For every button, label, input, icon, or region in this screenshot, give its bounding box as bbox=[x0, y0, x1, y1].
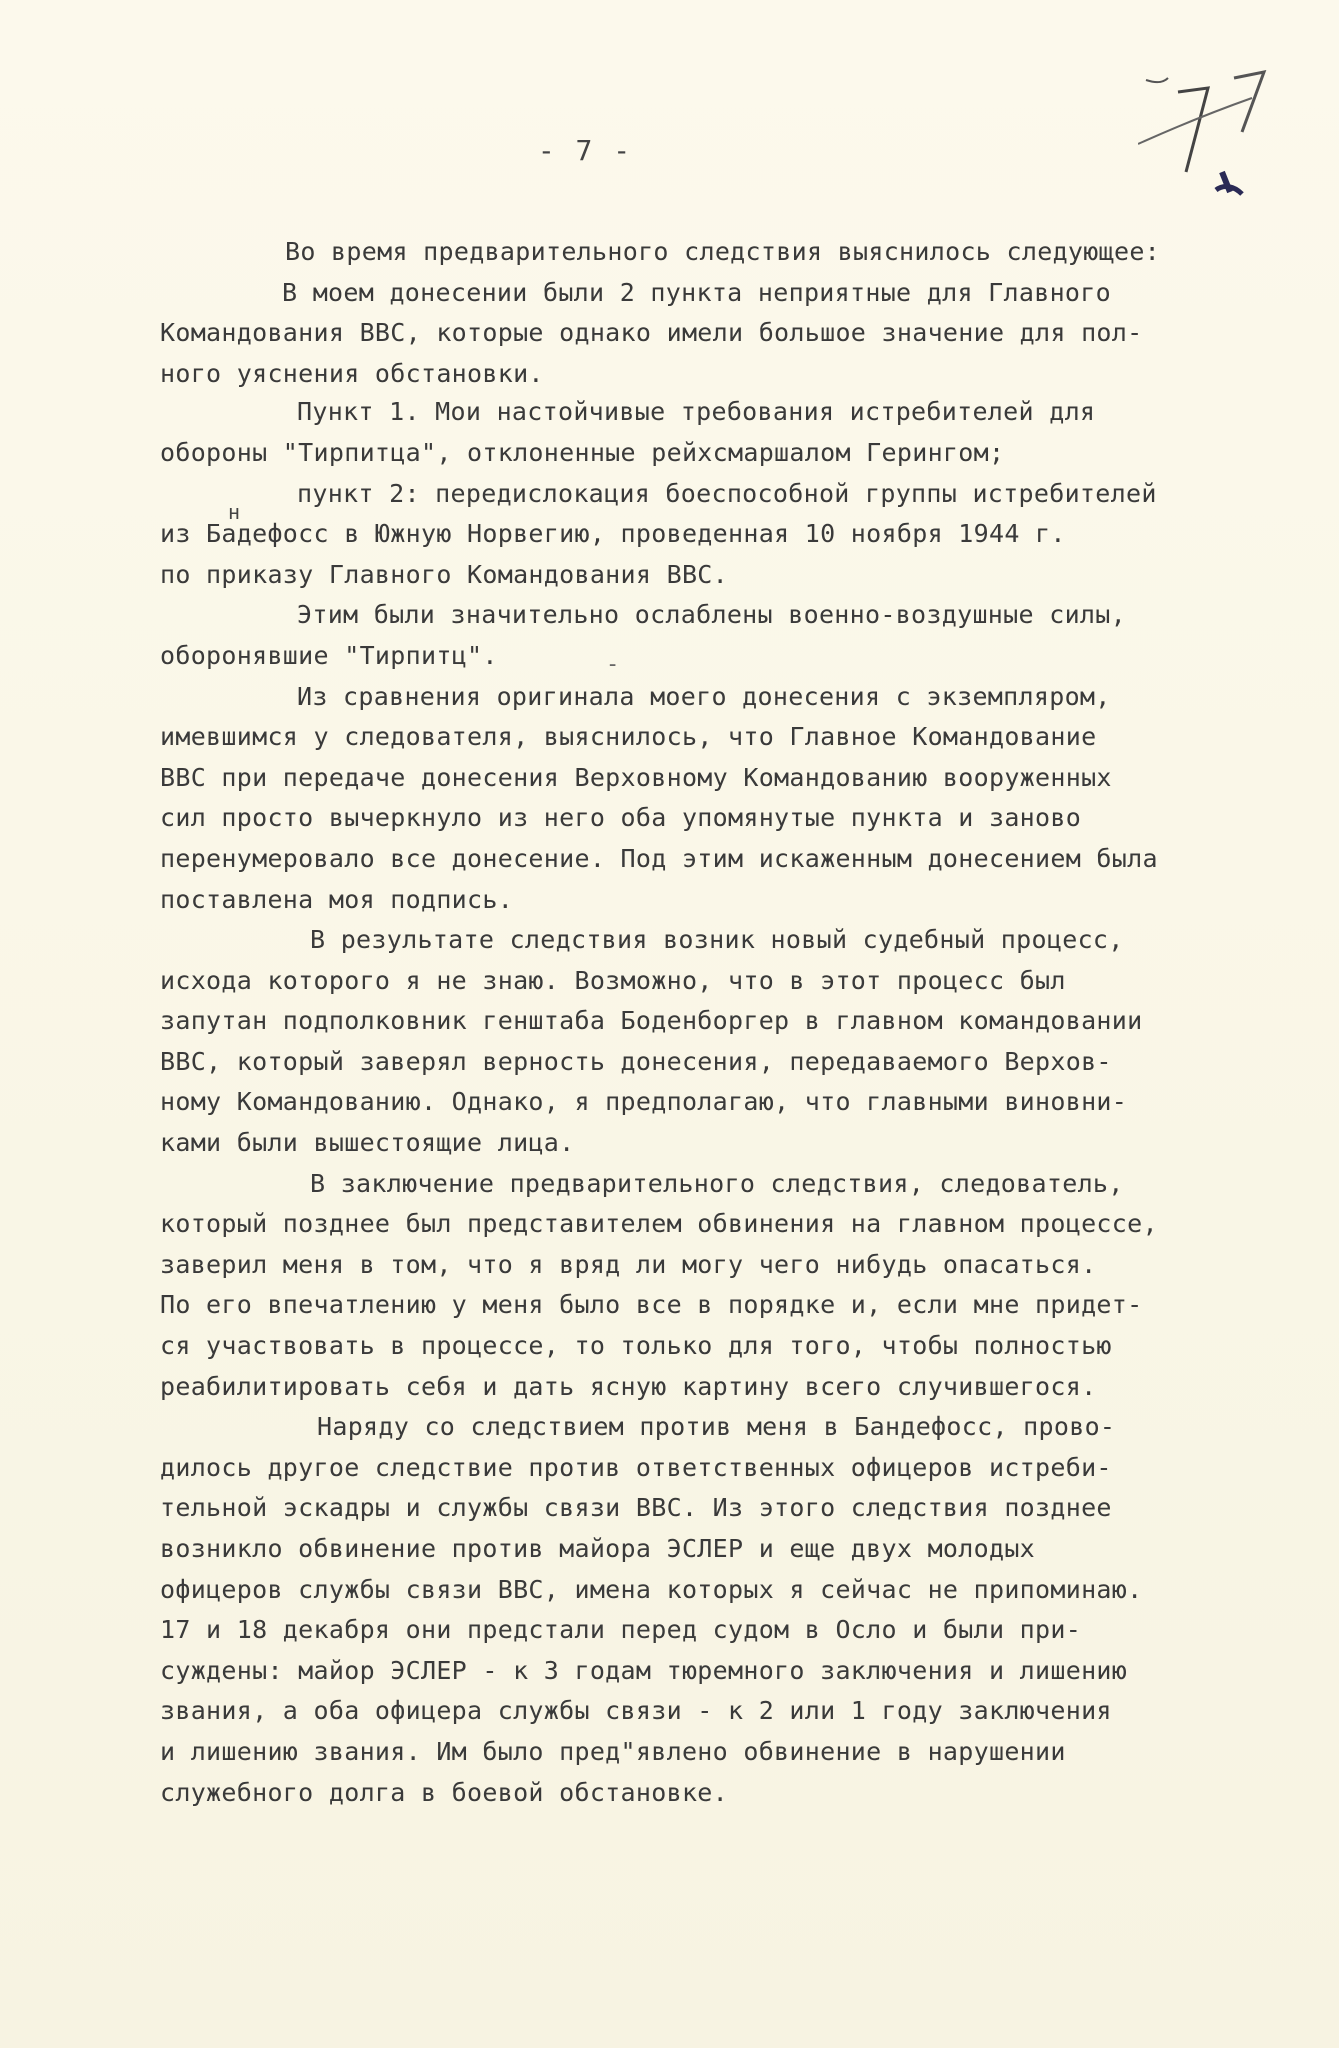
text-line: из Бадефосс в Южную Норвегию, проведенная 10 ноября 1944 г. bbox=[160, 519, 1066, 549]
text-line: ного уяснения обстановки. bbox=[160, 358, 544, 388]
text-line: По его впечатлению у меня было все в порядке и, если мне придет- bbox=[160, 1290, 1143, 1320]
text-line: ному Командованию. Однако, я предполагаю, что главными виновни- bbox=[160, 1087, 1128, 1117]
text-line: В моем донесении были 2 пункта неприятные для Главного bbox=[282, 277, 1111, 307]
text-line: В результате следствия возник новый судебный процесс, bbox=[310, 925, 1124, 955]
text-line: перенумеровало все донесение. Под этим искаженным донесением была bbox=[160, 843, 1158, 873]
text-line: тельной эскадры и службы связи ВВС. Из этого следствия позднее bbox=[160, 1493, 1112, 1523]
text-line: 17 и 18 декабря они предстали перед судом в Осло и были при- bbox=[160, 1615, 1082, 1645]
typed-text-body bbox=[160, 232, 1280, 1813]
text-line: имевшимся у следователя, выяснилось, что Главное Командование bbox=[160, 722, 1097, 752]
text-line: заверил меня в том, что я вряд ли могу чего нибудь опасаться. bbox=[160, 1249, 1097, 1279]
text-line: пункт 2: передислокация боеспособной группы истребителей bbox=[297, 478, 1157, 508]
text-line: суждены: майор ЭСЛЕР - к 3 годам тюремного заключения и лишению bbox=[160, 1655, 1128, 1685]
text-line: обороны "Тирпитца", отклоненные рейхсмаршалом Герингом; bbox=[160, 437, 1005, 467]
text-line: Из сравнения оригинала моего донесения с экземпляром, bbox=[297, 681, 1111, 711]
archive-page-number bbox=[1138, 52, 1298, 202]
handwritten-number-icon bbox=[1138, 52, 1298, 202]
text-line: реабилитировать себя и дать ясную картину всего случившегося. bbox=[160, 1371, 1097, 1401]
handwritten-insertion-mark: н bbox=[228, 500, 241, 524]
text-line: ся участвовать в процессе, то только для того, чтобы полностью bbox=[160, 1331, 1112, 1361]
text-line: который позднее был представителем обвинения на главном процессе, bbox=[160, 1209, 1158, 1239]
text-line: ВВС, который заверял верность донесения, передаваемого Верхов- bbox=[160, 1046, 1112, 1076]
text-line: Во время предварительного следствия выяснилось следующее: bbox=[285, 237, 1161, 266]
stray-dash-mark: - bbox=[606, 652, 620, 677]
text-line: Командования ВВС, которые однако имели большое значение для пол- bbox=[160, 318, 1143, 348]
text-line: Пункт 1. Мои настойчивые требования истребителей для bbox=[297, 397, 1096, 427]
text-line: по приказу Главного Командования ВВС. bbox=[160, 559, 728, 589]
text-line: ками были вышестоящие лица. bbox=[160, 1128, 575, 1158]
text-line: Наряду со следствием против меня в Бандефосс, прово- bbox=[317, 1412, 1116, 1442]
text-line: поставлена моя подпись. bbox=[160, 884, 514, 914]
text-line: ВВС при передаче донесения Верховному Командованию вооруженных bbox=[160, 762, 1112, 792]
text-line: и лишению звания. Им было пред"явлено обвинение в нарушении bbox=[160, 1736, 1066, 1766]
text-line: оборонявшие "Тирпитц". bbox=[160, 640, 498, 670]
text-line: В заключение предварительного следствия, следователь, bbox=[310, 1168, 1124, 1198]
page-number: - 7 - bbox=[537, 134, 633, 167]
text-line: служебного долга в боевой обстановке. bbox=[160, 1777, 728, 1807]
text-line: запутан подполковник генштаба Боденборгер в главном командовании bbox=[160, 1006, 1143, 1036]
text-line: сил просто вычеркнуло из него оба упомянутые пункта и заново bbox=[160, 803, 1082, 833]
text-line: возникло обвинение против майора ЭСЛЕР и еще двух молодых bbox=[160, 1534, 1036, 1563]
text-line: дилось другое следствие против ответственных офицеров истреби- bbox=[160, 1452, 1112, 1482]
text-line: офицеров службы связи ВВС, имена которых я сейчас не припоминаю. bbox=[160, 1574, 1143, 1604]
text-line: исхода которого я не знаю. Возможно, что в этот процесс был bbox=[160, 965, 1066, 995]
text-line: Этим были значительно ослаблены военно-воздушные силы, bbox=[297, 600, 1126, 630]
text-line: звания, а оба офицера службы связи - к 2 или 1 году заключения bbox=[160, 1696, 1112, 1726]
